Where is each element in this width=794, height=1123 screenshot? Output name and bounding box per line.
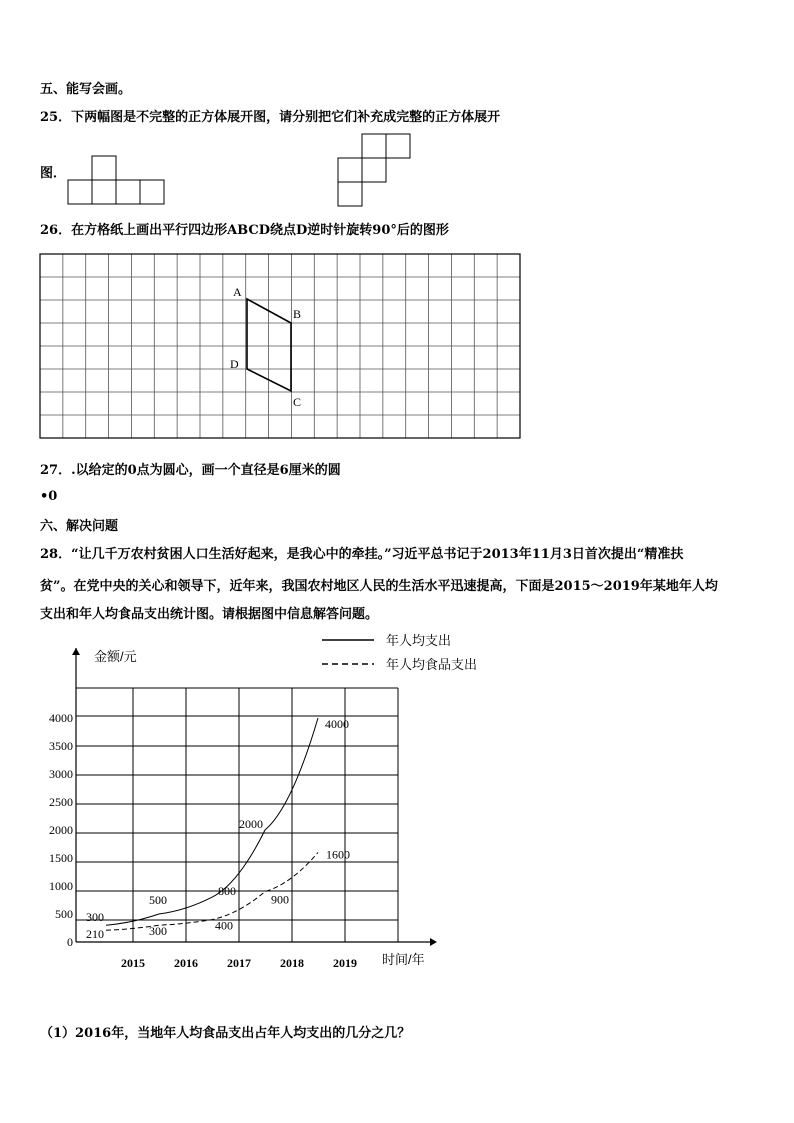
question-28-line-3: 支出和年人均食品支出统计图。请根据图中信息解答问题。	[40, 607, 379, 622]
point-label-a: A	[233, 285, 242, 299]
data-label: 800	[218, 884, 236, 899]
y-tick-label: 1500	[49, 851, 73, 865]
y-tick-label: 0	[67, 935, 73, 949]
data-label: 300	[149, 924, 167, 939]
x-tick-label: 2019	[333, 956, 357, 970]
data-label: 4000	[325, 717, 349, 731]
x-tick-label: 2015	[121, 956, 145, 970]
y-tick-label: 3000	[49, 767, 73, 781]
question-28-sub-1: （1）2016年，当地年人均食品支出占年人均支出的几分之几？	[40, 1026, 411, 1041]
question-26-text: 26．在方格纸上画出平行四边形ABCD绕点D逆时针旋转90°后的图形	[40, 223, 449, 238]
data-label: 2000	[239, 817, 263, 831]
x-tick-label: 2018	[280, 956, 304, 970]
center-point-o: •0	[40, 489, 58, 504]
data-label: 400	[215, 918, 233, 933]
x-axis-label: 时间/年	[382, 952, 425, 967]
y-tick-label: 3500	[49, 739, 73, 753]
y-axis-arrow	[72, 648, 80, 655]
data-label: 1600	[326, 847, 350, 862]
y-tick-label: 2500	[49, 795, 73, 809]
question-28-line-1: 28．“让几千万农村贫困人口生活好起来，是我心中的牵挂。”习近平总书记于2013年11月3日首次提出“精准扶	[40, 547, 684, 562]
point-label-b: B	[293, 307, 302, 321]
data-label: 900	[271, 892, 289, 907]
y-tick-label: 2000	[49, 823, 73, 837]
section-5-title: 五、能写会画。	[40, 82, 132, 97]
x-axis-arrow	[430, 938, 437, 946]
x-tick-label: 2017	[227, 956, 251, 970]
data-label: 300	[86, 910, 104, 925]
legend-label: 年人均支出	[386, 633, 452, 648]
section-6-title: 六、解决问题	[40, 519, 119, 534]
y-tick-label: 500	[55, 907, 73, 921]
data-label: 210	[86, 927, 104, 942]
y-tick-label: 4000	[49, 711, 73, 725]
y-axis-label: 金额/元	[94, 649, 137, 664]
point-label-d: D	[230, 357, 239, 371]
y-tick-label: 1000	[49, 879, 73, 893]
question-28-line-2: 贫”。在党中央的关心和领导下，近年来，我国农村地区人民的生活水平迅速提高，下面是2015～2019年某地年人均	[40, 579, 718, 594]
legend-label: 年人均食品支出	[386, 657, 478, 672]
point-label-c: C	[293, 395, 302, 409]
x-tick-label: 2016	[174, 956, 198, 970]
data-label: 500	[149, 893, 167, 907]
question-27-text: 27．.以给定的0点为圆心，画一个直径是6厘米的圆	[40, 463, 341, 478]
question-25-text: 25．下两幅图是不完整的正方体展开图，请分别把它们补充成完整的正方体展开	[40, 110, 501, 125]
question-25-continuation: 图．	[40, 166, 67, 181]
